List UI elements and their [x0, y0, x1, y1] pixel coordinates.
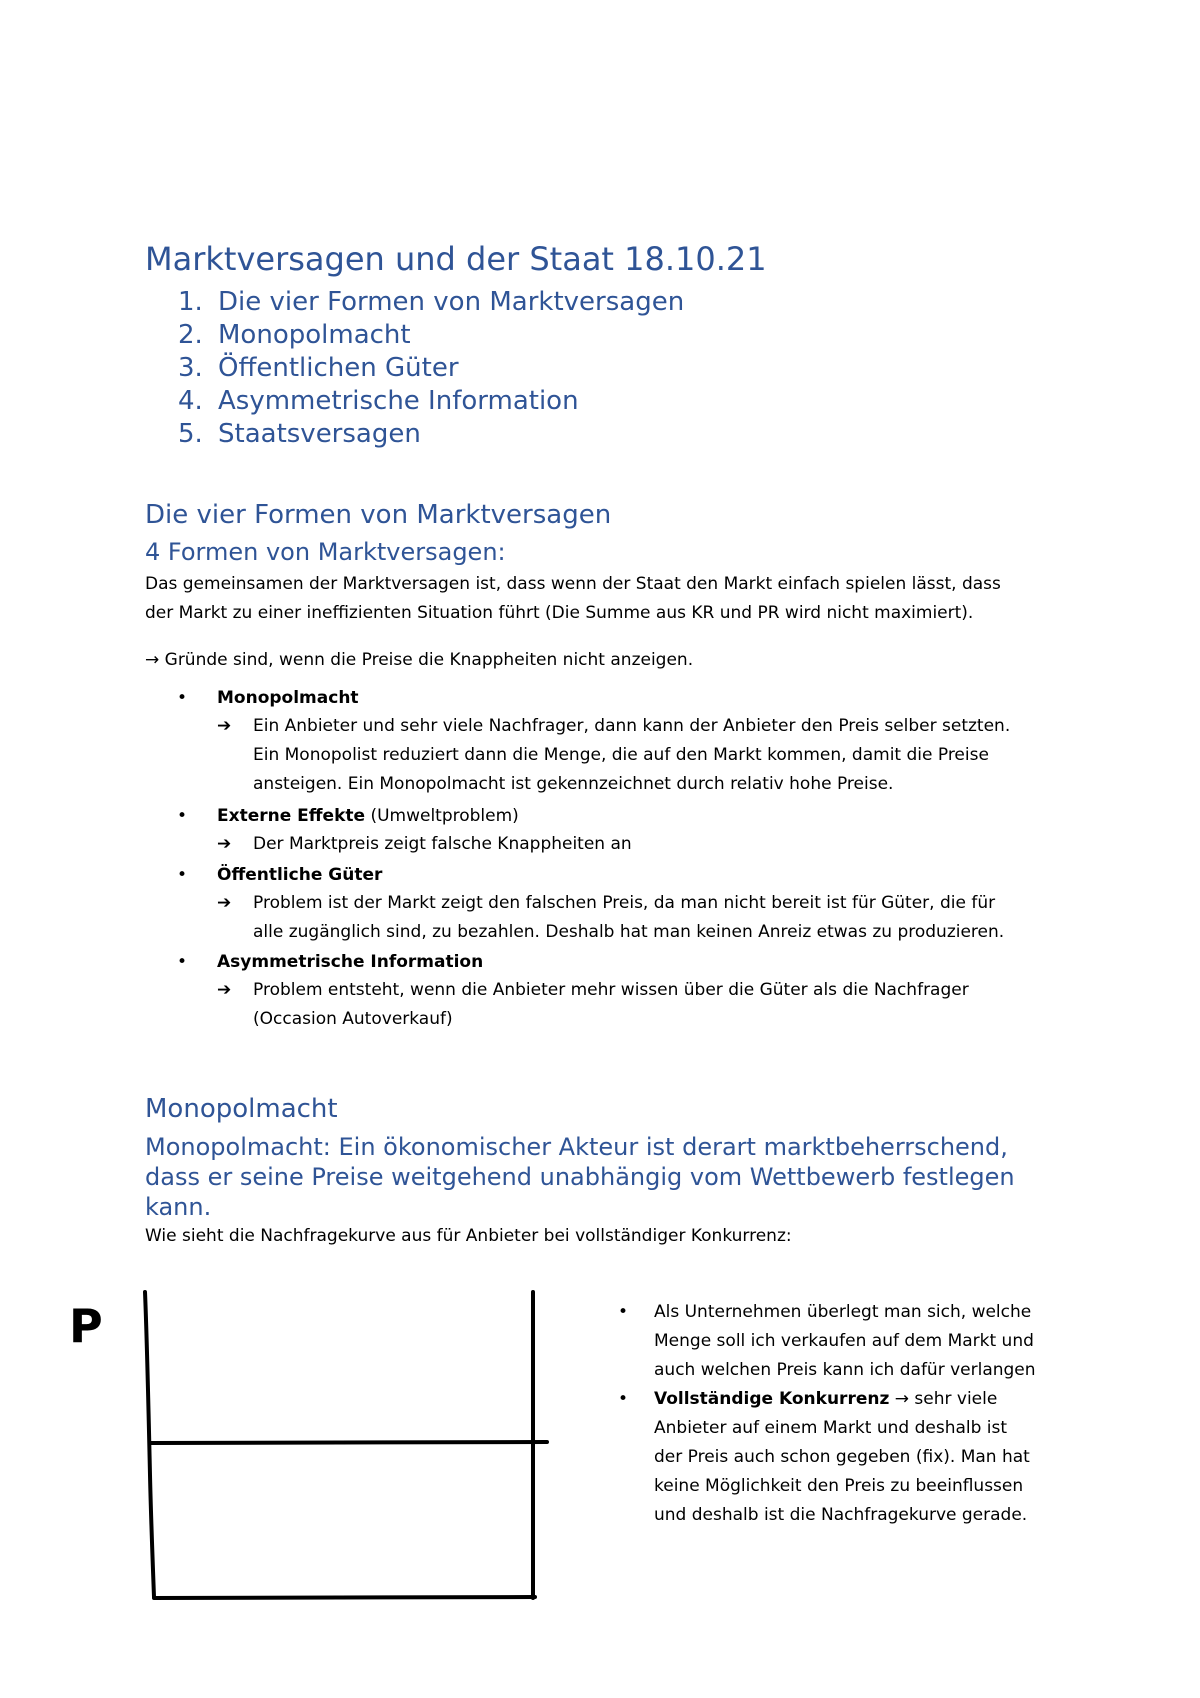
price-axis-label: P	[69, 1299, 103, 1353]
detail-line: Problem ist der Markt zeigt den falschen Preis, da man nicht bereit ist für Güter, die für	[253, 893, 996, 913]
paragraph-line: Das gemeinsamen der Marktversagen ist, dass wenn der Staat den Markt einfach spielen lässt, dass	[145, 574, 1001, 594]
list-item-detail	[217, 976, 969, 1034]
side-line: Als Unternehmen überlegt man sich, welche	[654, 1302, 1032, 1322]
toc-item[interactable]	[178, 352, 684, 385]
monopolmacht-definition: Monopolmacht: Ein ökonomischer Akteur ist derart marktbeherrschend, dass er seine Preise weitgehend unabhängig vom Wettbewerb festlegen kann.	[145, 1133, 1015, 1221]
detail-line: Der Marktpreis zeigt falsche Knappheiten an	[253, 834, 632, 854]
side-bold-term: Vollständige Konkurrenz	[654, 1389, 890, 1409]
section-heading-monopolmacht: Monopolmacht	[145, 1094, 338, 1124]
toc-item[interactable]	[178, 385, 684, 418]
toc-item[interactable]	[178, 286, 684, 319]
document-title: Marktversagen und der Staat 18.10.21	[145, 240, 767, 278]
list-item-label: Asymmetrische Information	[217, 952, 484, 972]
toc-label: Die vier Formen von Marktversagen	[218, 287, 685, 317]
list-item-detail	[217, 712, 1010, 799]
list-item-label	[217, 806, 519, 826]
side-line: auch welchen Preis kann ich dafür verlangen	[654, 1360, 1036, 1380]
side-line: Anbieter auf einem Markt und deshalb ist	[654, 1418, 1008, 1438]
side-line: keine Möglichkeit den Preis zu beeinflussen	[654, 1476, 1024, 1496]
list-item-detail	[217, 889, 1004, 947]
arrow-right-icon: ➔	[217, 893, 232, 913]
detail-line: Problem entsteht, wenn die Anbieter mehr wissen über die Güter als die Nachfrager	[253, 980, 969, 1000]
side-bullet-list	[612, 1298, 1036, 1530]
detail-line: ansteigen. Ein Monopolmacht ist gekennzeichnet durch relativ hohe Preise.	[253, 774, 894, 794]
toc-item[interactable]	[178, 319, 684, 352]
side-line: der Preis auch schon gegeben (fix). Man hat	[654, 1447, 1030, 1467]
list-item-label: Monopolmacht	[217, 688, 359, 708]
side-line: → sehr viele	[889, 1389, 998, 1409]
arrow-right-icon: ➔	[217, 716, 232, 736]
detail-line: (Occasion Autoverkauf)	[253, 1009, 453, 1029]
arrow-right-icon: ➔	[217, 834, 232, 854]
table-of-contents	[178, 286, 684, 451]
subheading-formen: 4 Formen von Marktversagen:	[145, 538, 506, 566]
bullet-icon: •	[618, 1302, 629, 1322]
toc-label: Staatsversagen	[218, 419, 421, 449]
side-line: und deshalb ist die Nachfragekurve gerade.	[654, 1505, 1028, 1525]
list-item-label-suffix: (Umweltproblem)	[365, 806, 519, 826]
side-list-item	[612, 1385, 1036, 1530]
arrow-right-icon: ➔	[217, 980, 232, 1000]
toc-label: Öffentlichen Güter	[218, 353, 459, 383]
bullet-icon: •	[177, 865, 188, 885]
demand-curve-sketch	[65, 1280, 565, 1610]
side-line: Menge soll ich verkaufen auf dem Markt und	[654, 1331, 1034, 1351]
paragraph-line: der Markt zu einer ineffizienten Situation führt (Die Summe aus KR und PR wird nicht maximiert).	[145, 603, 974, 623]
detail-line: alle zugänglich sind, zu bezahlen. Deshalb hat man keinen Anreiz etwas zu produzieren.	[253, 922, 1005, 942]
detail-line: Ein Monopolist reduziert dann die Menge, die auf den Markt kommen, damit die Preise	[253, 745, 989, 765]
bullet-icon: •	[177, 952, 188, 972]
bullet-icon: •	[177, 688, 188, 708]
list-item-label: Öffentliche Güter	[217, 865, 383, 885]
toc-number: 5.	[178, 419, 203, 449]
question-line: Wie sieht die Nachfragekurve aus für Anbieter bei vollständiger Konkurrenz:	[145, 1226, 792, 1246]
detail-line: Ein Anbieter und sehr viele Nachfrager, dann kann der Anbieter den Preis selber setzten.	[253, 716, 1011, 736]
toc-item[interactable]	[178, 418, 684, 451]
section-heading-marktversagen: Die vier Formen von Marktversagen	[145, 500, 612, 530]
horizontal-demand-curve	[151, 1442, 547, 1443]
toc-number: 3.	[178, 353, 203, 383]
list-item-label-bold: Externe Effekte	[217, 806, 366, 826]
side-list-item	[612, 1298, 1036, 1385]
list-item-detail	[217, 830, 632, 859]
bullet-icon: •	[177, 806, 188, 826]
bottom-line	[154, 1597, 535, 1598]
toc-number: 1.	[178, 287, 203, 317]
toc-number: 4.	[178, 386, 203, 416]
toc-label: Monopolmacht	[218, 320, 411, 350]
reason-line: → Gründe sind, wenn die Preise die Knappheiten nicht anzeigen.	[145, 650, 694, 670]
toc-label: Asymmetrische Information	[218, 386, 579, 416]
bullet-icon: •	[618, 1389, 629, 1409]
toc-number: 2.	[178, 320, 203, 350]
